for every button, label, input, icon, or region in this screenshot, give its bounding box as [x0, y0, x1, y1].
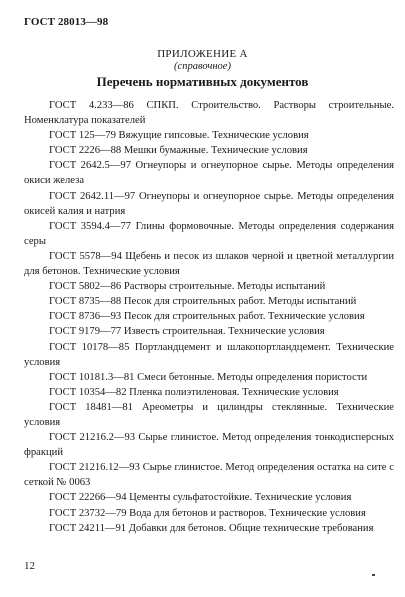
document-code-header: ГОСТ 28013—98 [24, 16, 109, 28]
reference-entry: ГОСТ 24211—91 Добавки для бетонов. Общие технические требования [49, 522, 374, 534]
reference-entry: ГОСТ 5578—94 Щебень и песок из шлаков черной и цветной металлургии для бетонов. Технические условия [24, 250, 394, 278]
reference-entry: ГОСТ 23732—79 Вода для бетонов и растворов. Технические условия [49, 507, 366, 519]
appendix-note: (справочное) [174, 61, 231, 72]
appendix-label: ПРИЛОЖЕНИЕ А [157, 48, 248, 60]
page-number: 12 [24, 560, 35, 572]
reference-entry: ГОСТ 9179—77 Известь строительная. Технические условия [49, 326, 325, 338]
reference-entry: ГОСТ 8735—88 Песок для строительных работ. Методы испытаний [49, 296, 357, 308]
reference-entry: ГОСТ 4.233—86 СПКП. Строительство. Растворы строительные. Номенклатура показателей [24, 100, 394, 127]
reference-entry: ГОСТ 21216.2—93 Сырье глинистое. Метод определения тонкодисперсных фракций [24, 432, 394, 459]
reference-entry: ГОСТ 2642.5—97 Огнеупоры и огнеупорное сырье. Методы определения окиси железа [24, 160, 394, 187]
reference-entry: ГОСТ 2226—88 Мешки бумажные. Технические условия [49, 145, 308, 157]
reference-entry: ГОСТ 125—79 Вяжущие гипсовые. Технические условия [49, 130, 309, 142]
appendix-title: Перечень нормативных документов [96, 74, 309, 89]
reference-entry: ГОСТ 10354—82 Пленка полиэтиленовая. Технические условия [49, 386, 339, 398]
reference-entry: ГОСТ 5802—86 Растворы строительные. Методы испытаний [49, 281, 326, 293]
reference-entry: ГОСТ 22266—94 Цементы сульфатостойкие. Технические условия [49, 492, 352, 504]
reference-entry: ГОСТ 10178—85 Портландцемент и шлакопортландцемент. Технические условия [24, 341, 394, 368]
reference-list [24, 98, 394, 536]
scan-mark [372, 574, 375, 576]
reference-entry: ГОСТ 8736—93 Песок для строительных работ. Технические условия [49, 311, 365, 323]
reference-entry: ГОСТ 2642.11—97 Огнеупоры и огнеупорное сырье. Методы определения окисей калия и натрия [24, 190, 394, 217]
reference-entry: ГОСТ 21216.12—93 Сырье глинистое. Метод определения остатка на сите с сеткой № 0063 [24, 462, 394, 489]
reference-entry: ГОСТ 10181.3—81 Смеси бетонные. Методы определения пористости [49, 371, 368, 383]
reference-entry: ГОСТ 3594.4—77 Глины формовочные. Методы определения содержания серы [24, 220, 394, 247]
reference-entry: ГОСТ 18481—81 Ареометры и цилиндры стеклянные. Технические условия [24, 401, 394, 428]
